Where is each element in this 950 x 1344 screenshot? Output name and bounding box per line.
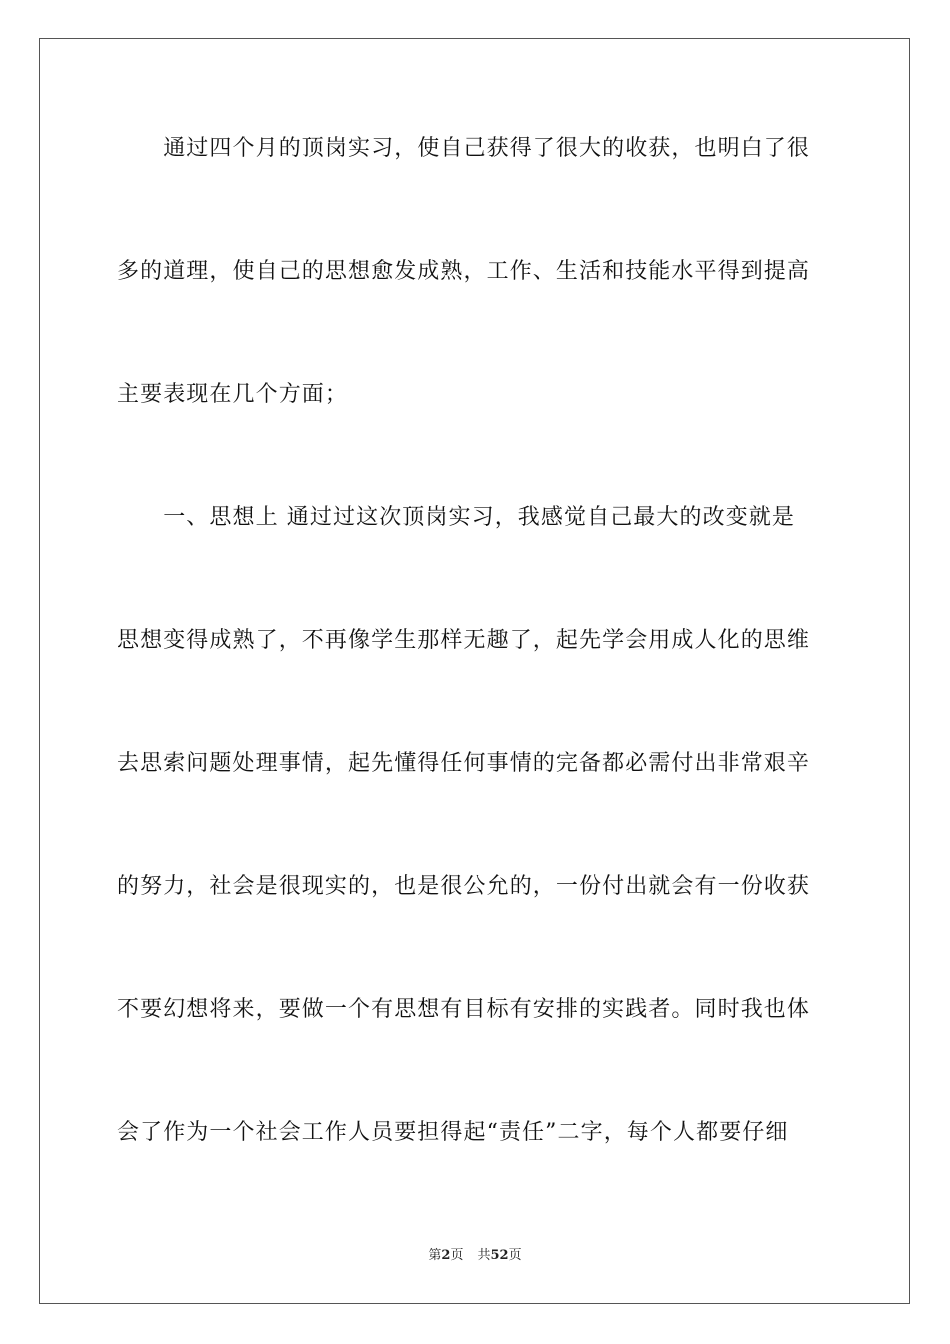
page-footer [0, 1244, 950, 1263]
page-prefix: 第 [428, 1248, 442, 1263]
paragraph-line: 一、思想上 通过过这次顶岗实习，我感觉自己最大的改变就是 [117, 505, 795, 530]
paragraph-line: 思想变得成熟了，不再像学生那样无趣了，起先学会用成人化的思维 [117, 628, 811, 653]
paragraph-line: 的努力，社会是很现实的，也是很公允的，一份付出就会有一份收获 [117, 874, 811, 899]
paragraph-line: 通过四个月的顶岗实习，使自己获得了很大的收获，也明白了很 [117, 136, 811, 161]
paragraph-line: 多的道理，使自己的思想愈发成熟，工作、生活和技能水平得到提高 [117, 259, 811, 284]
paragraph-line: 不要幻想将来，要做一个有思想有目标有安排的实践者。同时我也体 [117, 997, 811, 1022]
page-number: 2 [441, 1248, 451, 1263]
paragraph-line: 去思索问题处理事情，起先懂得任何事情的完备都必需付出非常艰辛 [117, 751, 811, 776]
total-suffix: 页 [508, 1248, 522, 1263]
total-pages: 52 [490, 1248, 509, 1263]
paragraph-line: 会了作为一个社会工作人员要担得起“责任”二字，每个人都要仔细 [117, 1120, 789, 1145]
page-suffix: 页 [450, 1248, 464, 1263]
paragraph-line: 主要表现在几个方面； [117, 382, 349, 407]
document-body [117, 126, 832, 1233]
total-prefix: 共 [477, 1248, 491, 1263]
